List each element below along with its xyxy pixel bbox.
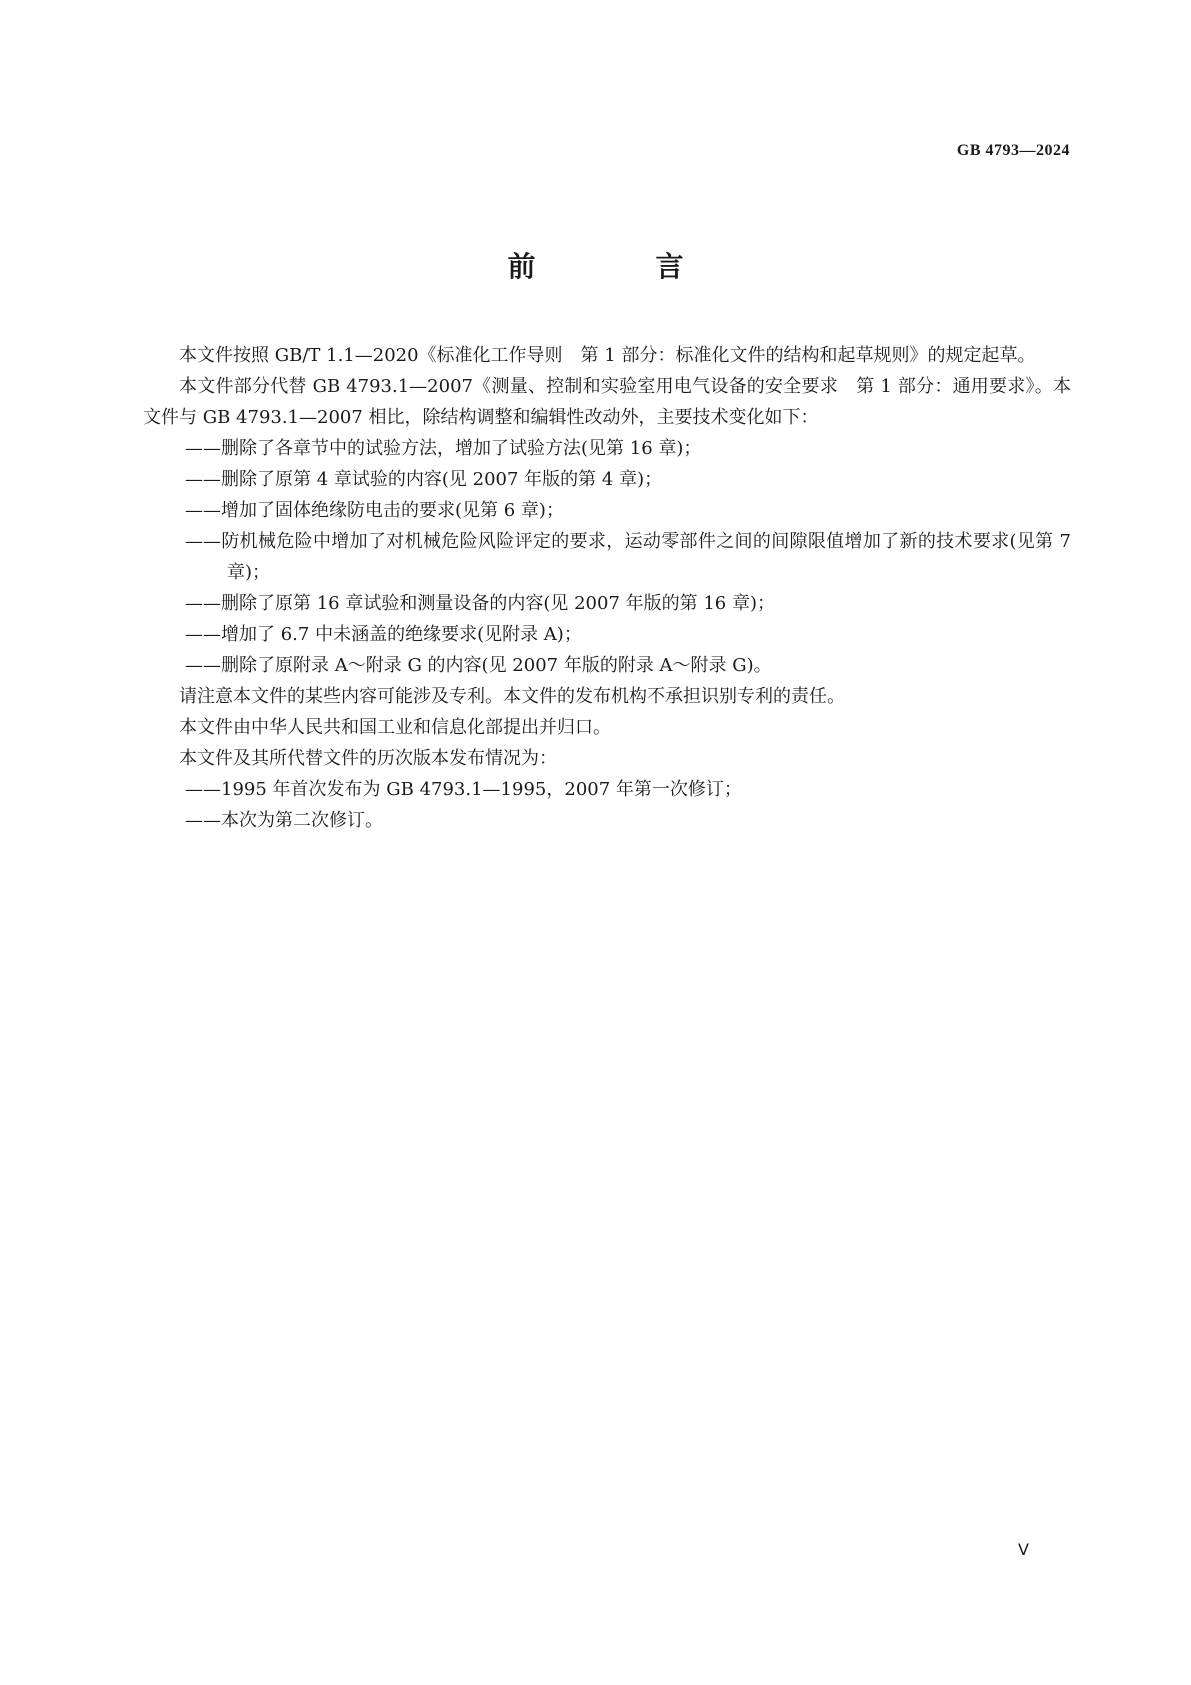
proposer-notice: 本文件由中华人民共和国工业和信息化部提出并归口。 xyxy=(179,717,611,738)
change-item: ——删除了各章节中的试验方法，增加了试验方法(见第 16 章)； xyxy=(185,438,702,459)
history-item: ——1995 年首次发布为 GB 4793.1—1995，2007 年第一次修订； xyxy=(185,779,742,800)
change-item: ——删除了原第 16 章试验和测量设备的内容(见 2007 年版的第 16 章)； xyxy=(185,593,775,614)
foreword-body xyxy=(143,340,1071,836)
history-item: ——本次为第二次修订。 xyxy=(185,810,383,831)
change-item: ——删除了原附录 A～附录 G 的内容(见 2007 年版的附录 A～附录 G)。 xyxy=(185,655,772,676)
change-item: ——删除了原第 4 章试验的内容(见 2007 年版的第 4 章)； xyxy=(185,469,663,490)
page-title: 前 言 xyxy=(507,250,730,283)
history-intro: 本文件及其所代替文件的历次版本发布情况为： xyxy=(179,748,557,769)
standard-code: GB 4793—2024 xyxy=(956,142,1070,159)
page-number: Ⅴ xyxy=(1018,1542,1029,1559)
paragraph-replacement: 本文件部分代替 GB 4793.1—2007《测量、控制和实验室用电气设备的安全要求 第 1 部分：通用要求》。本文件与 GB 4793.1—2007 相比，除结构调整和编辑性改动外，主要技术变化如下： xyxy=(143,376,1071,428)
change-item: ——增加了固体绝缘防电击的要求(见第 6 章)； xyxy=(185,500,564,521)
change-item: ——增加了 6.7 中未涵盖的绝缘要求(见附录 A)； xyxy=(185,624,582,645)
paragraph-drafting-rules: 本文件按照 GB/T 1.1—2020《标准化工作导则 第 1 部分：标准化文件的结构和起草规则》的规定起草。 xyxy=(179,345,1036,366)
change-item: ——防机械危险中增加了对机械危险风险评定的要求，运动零部件之间的间隙限值增加了新的技术要求(见第 7 章)； xyxy=(185,531,1071,583)
patent-notice: 请注意本文件的某些内容可能涉及专利。本文件的发布机构不承担识别专利的责任。 xyxy=(179,686,845,707)
